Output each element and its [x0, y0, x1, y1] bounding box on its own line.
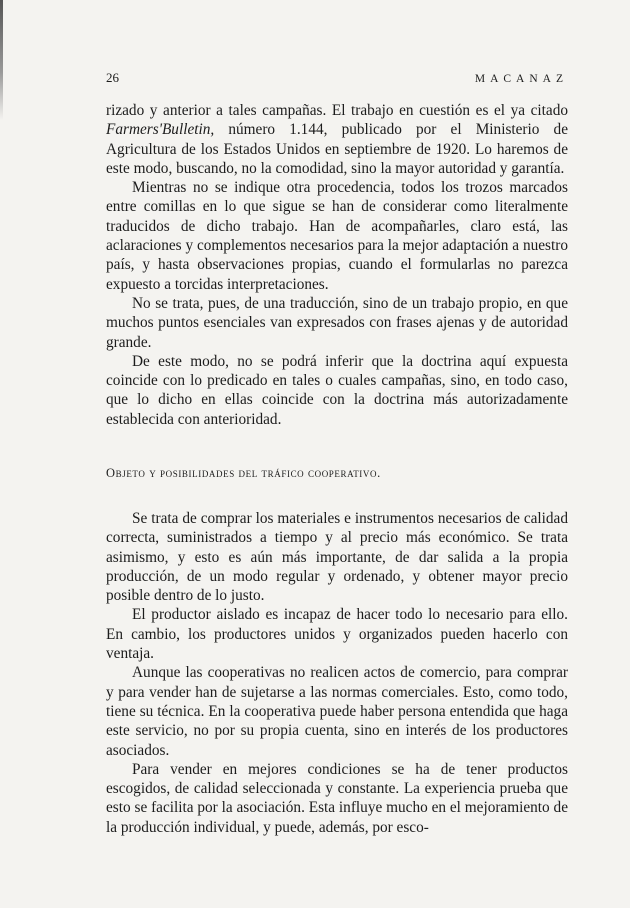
paragraph: El productor aislado es incapaz de hacer todo lo necesario para ello. En cambio, los productores unidos y organizados pueden hacerlo con ventaja. [106, 606, 568, 663]
paragraph: De este modo, no se podrá inferir que la doctrina aquí expuesta coincide con lo predicado en tales o cuales campañas, sino, en todo caso, que lo dicho en ellas coincide con la doctrina más autorizadamente establecida con anterioridad. [106, 352, 568, 428]
running-head [106, 70, 568, 86]
running-title: MACANAZ [474, 73, 568, 85]
paragraph: No se trata, pues, de una traducción, sino de un trabajo propio, en que muchos puntos esenciales van expresados con frases ajenas y de autoridad grande. [106, 294, 568, 351]
paragraph: Mientras no se indique otra procedencia, todos los trozos marcados entre comillas en lo que sigue se han de considerar como literalmente traducidos de dicho trabajo. Han de acompañarles, claro está, las aclaraciones y complementos necesarios para la mejor adaptación a nuestro país, y hasta observaciones propias, cuando el formularlas no parezca expuesto a torcidas interpretaciones. [106, 179, 568, 293]
paragraph: Para vender en mejores condiciones se ha de tener productos escogidos, de calidad seleccionada y constante. La experiencia prueba que esto se facilita por la asociación. Esta influye mucho en el mejoramiento de la producción individual, y puede, además, por esco- [106, 760, 568, 836]
publication-title: Farmers'Bulletin, [106, 121, 215, 139]
paragraph: Aunque las cooperativas no realicen actos de comercio, para comprar y para vender han de sujetarse a las normas comerciales. Esto, como todo, tiene su técnica. En la cooperativa puede haber persona entendida que haga este servicio, no por su propia cuenta, sino en interés de los productores asociados. [106, 664, 568, 759]
section-heading: Objeto y posibilidades del tráfico cooperativo. [106, 466, 381, 480]
page-number: 26 [106, 70, 119, 85]
section-text-block [106, 509, 568, 837]
paragraph-continuation: rizado y anterior a tales campañas. El trabajo en cuestión es el ya citado Farmers'Bulletin, número 1.144, publicado por el Ministerio de Agricultura de los Estados Unidos en septiembre de 1920. Lo haremos de este modo, buscando, no la comodidad, sino la mayor autoridad y garantía. [106, 102, 568, 177]
paragraph: Se trata de comprar los materiales e instrumentos necesarios de calidad correcta, suministrados a tiempo y al precio más económico. Se trata asimismo, y esto es aún más importante, de dar salida a la propia producción, de un modo regular y ordenado, y obtener mayor precio posible dentro de lo justo. [106, 510, 568, 605]
page-edge-shadow [0, 0, 3, 120]
intro-text-block [106, 101, 568, 429]
